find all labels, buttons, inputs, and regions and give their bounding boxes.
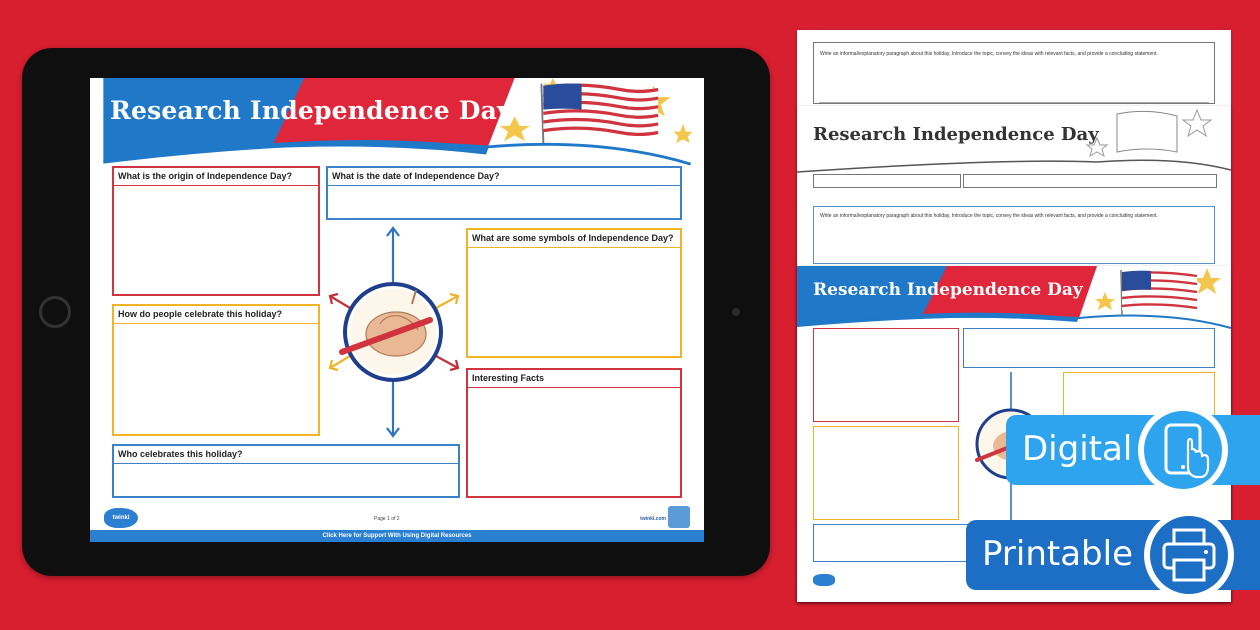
date-box[interactable]	[326, 166, 682, 220]
mini-celebrate-box	[813, 426, 959, 520]
digital-badge[interactable]	[1006, 415, 1260, 485]
badge-logo-icon	[668, 506, 690, 528]
printable-icon-circle	[1144, 510, 1234, 600]
celebrate-label: How do people celebrate this holiday?	[114, 306, 318, 324]
facts-label: Interesting Facts	[468, 370, 680, 388]
paragraph-prompt-mid: Write an informal/explanatory paragraph about this holiday. Introduce the topic, convey the ideas with relevant facts, and provide a concluding statement.	[820, 213, 1158, 219]
facts-box[interactable]	[466, 368, 682, 498]
mini-brand-logo	[813, 574, 835, 586]
support-link[interactable]: Click Here for Support With Using Digital Resources	[90, 530, 704, 542]
origin-box[interactable]	[112, 166, 320, 296]
printable-badge[interactable]	[966, 520, 1260, 590]
date-label: What is the date of Independence Day?	[328, 168, 680, 186]
printer-icon	[1150, 516, 1228, 594]
mini-date-box	[963, 328, 1215, 368]
tablet-touch-icon	[1144, 411, 1222, 489]
origin-label: What is the origin of Independence Day?	[114, 168, 318, 186]
printable-mono-title: Research Independence Day	[813, 124, 1099, 145]
who-label: Who celebrates this holiday?	[114, 446, 458, 464]
paragraph-box-mid	[813, 206, 1215, 264]
printable-label: Printable	[982, 534, 1133, 574]
paragraph-prompt-top: Write an informal/explanatory paragraph about this holiday. Introduce the topic, convey the ideas with relevant facts, and provide a concluding statement.	[820, 51, 1158, 57]
celebrate-box[interactable]	[112, 304, 320, 436]
writing-hand-graphic	[320, 224, 466, 442]
symbols-box[interactable]	[466, 228, 682, 358]
paragraph-box-top	[813, 42, 1215, 104]
brand-logo: twinkl	[104, 508, 138, 528]
camera-dot	[732, 308, 740, 316]
printable-front-title: Research Independence Day	[813, 280, 1083, 300]
site-url[interactable]: twinkl.com	[640, 516, 666, 522]
worksheet-screen	[90, 78, 704, 542]
digital-label: Digital	[1022, 429, 1133, 469]
home-button[interactable]	[39, 296, 71, 328]
digital-icon-circle	[1138, 405, 1228, 495]
who-box[interactable]	[112, 444, 460, 498]
page-number: Page 1 of 2	[374, 516, 400, 522]
mini-origin-box	[813, 328, 959, 422]
worksheet-title: Research Independence Day	[110, 96, 512, 125]
tablet-device	[22, 48, 770, 576]
symbols-label: What are some symbols of Independence Day?	[468, 230, 680, 248]
